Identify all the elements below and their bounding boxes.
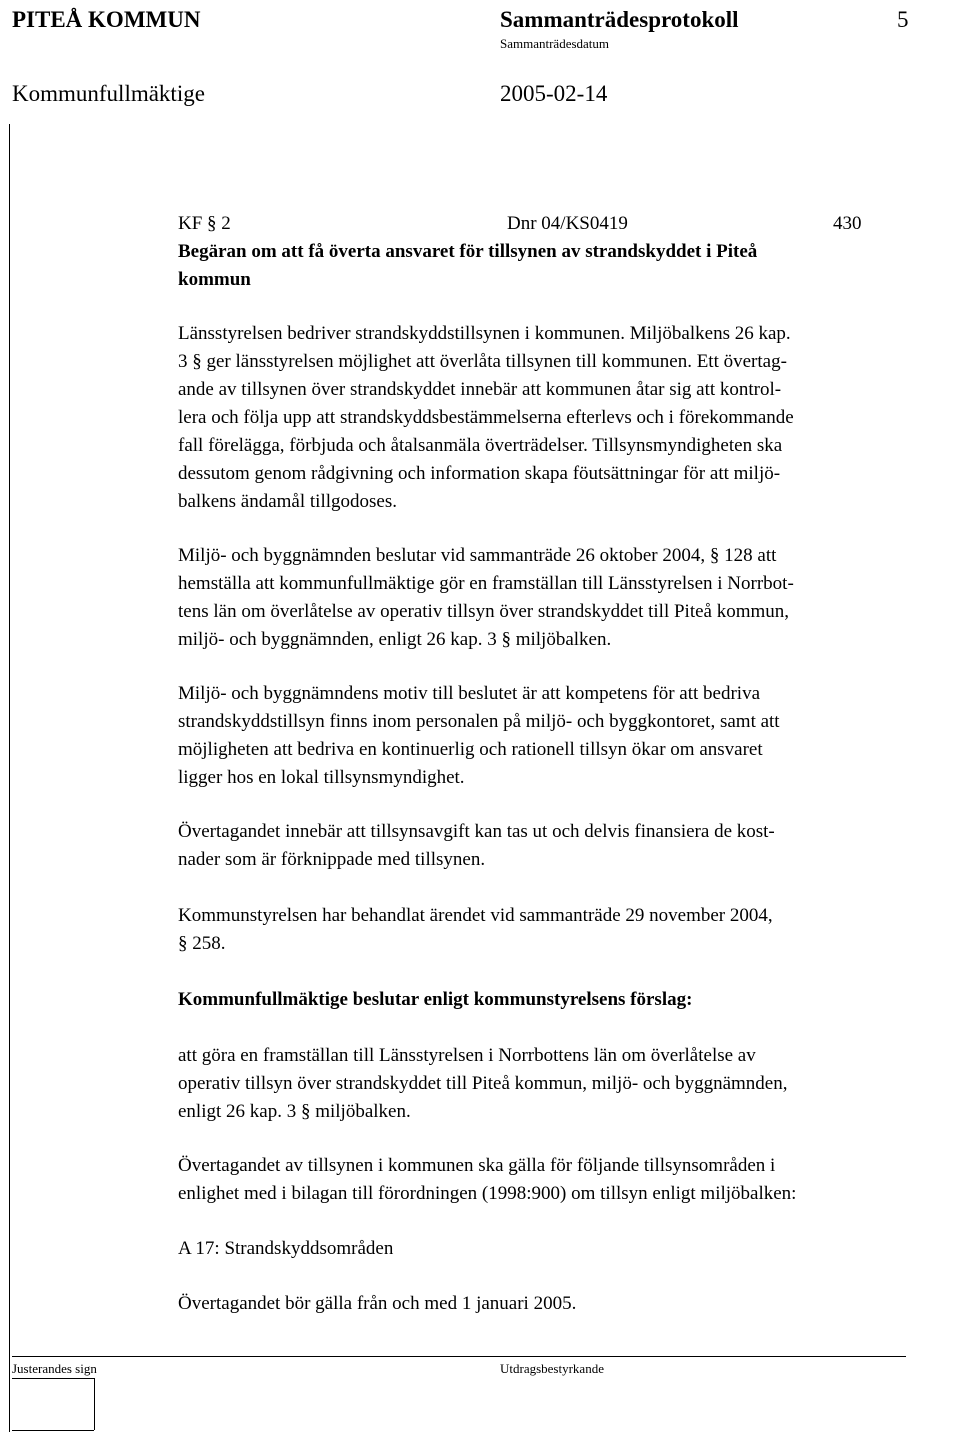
text-line: ande av tillsynen över strandskyddet innebär att kommunen åtar sig att kontrol- — [178, 379, 782, 400]
text-line: Övertagandet bör gälla från och med 1 januari 2005. — [178, 1293, 577, 1314]
paragraph-motive — [178, 680, 953, 792]
text-line: Övertagandet innebär att tillsynsavgift kan tas ut och delvis finansiera de kost- — [178, 821, 775, 842]
case-title-line: kommun — [178, 269, 251, 290]
text-line: ligger hos en lokal tillsynsmyndighet. — [178, 767, 465, 788]
text-line: hemställa att kommunfullmäktige gör en framställan till Länsstyrelsen i Norrbot- — [178, 573, 794, 594]
left-margin-rule — [9, 124, 10, 1432]
text-line: Miljö- och byggnämndens motiv till beslutet är att kompetens för att bedriva — [178, 683, 761, 704]
footer-rule — [12, 1356, 906, 1357]
text-line: nader som är förknippade med tillsynen. — [178, 849, 486, 870]
decision-paragraph — [178, 1042, 953, 1126]
text-line: miljö- och byggnämnden, enligt 26 kap. 3 § miljöbalken. — [178, 629, 612, 650]
text-line: fall förelägga, förbjuda och åtalsanmäla överträdelser. Tillsynsmyndigheten ska — [178, 435, 783, 456]
decision-scope-paragraph — [178, 1152, 953, 1208]
text-line: Kommunstyrelsen har behandlat ärendet vid sammanträde 29 november 2004, — [178, 905, 773, 926]
case-title-line: Begäran om att få överta ansvaret för tillsynen av strandskyddet i Piteå — [178, 241, 758, 262]
text-line: Länsstyrelsen bedriver strandskyddstillsynen i kommunen. Miljöbalkens 26 kap. — [178, 323, 791, 344]
paragraph-background — [178, 320, 953, 516]
sign-box-side — [94, 1378, 95, 1430]
text-line: möjligheten att bedriva en kontinuerlig och rationell tillsyn ökar om ansvaret — [178, 739, 763, 760]
text-line: strandskyddstillsyn finns inom personalen på miljö- och byggkontoret, samt att — [178, 711, 780, 732]
case-dnr: Dnr 04/KS0419 — [507, 213, 628, 234]
text-line: Övertagandet av tillsynen i kommunen ska gälla för följande tillsynsområden i — [178, 1155, 776, 1176]
decision-start-date — [178, 1290, 953, 1318]
sign-box-line — [12, 1378, 94, 1379]
text-line: Miljö- och byggnämnden beslutar vid sammanträde 26 oktober 2004, § 128 att — [178, 545, 777, 566]
text-line: lera och följa upp att strandskyddsbestämmelserna efterlevs och i förekommande — [178, 407, 794, 428]
sign-label: Justerandes sign — [12, 1361, 97, 1376]
date-label: Sammanträdesdatum — [500, 36, 610, 51]
extract-label: Utdragsbestyrkande — [500, 1361, 604, 1376]
text-line: tens län om överlåtelse av operativ tillsyn över strandskyddet till Piteå kommun, — [178, 601, 790, 622]
text-line: 3 § ger länsstyrelsen möjlighet att överlåta tillsynen till kommunen. Ett övertag- — [178, 351, 787, 372]
paragraph-board-handling — [178, 902, 953, 958]
case-title — [178, 238, 953, 294]
text-line: enlighet med i bilagan till förordningen (1998:900) om tillsyn enligt miljöbalken: — [178, 1183, 797, 1204]
paragraph-fee — [178, 818, 953, 874]
text-line: A 17: Strandskyddsområden — [178, 1238, 394, 1259]
text-line: enligt 26 kap. 3 § miljöbalken. — [178, 1101, 411, 1122]
decision-area-item — [178, 1235, 953, 1263]
document-type: Sammanträdesprotokoll — [500, 7, 739, 32]
paragraph-committee-decision — [178, 542, 953, 654]
municipality-name: PITEÅ KOMMUN — [12, 7, 201, 32]
text-line: § 258. — [178, 933, 226, 954]
page-number: 5 — [897, 7, 909, 32]
decision-heading: Kommunfullmäktige beslutar enligt kommunstyrelsens förslag: — [178, 989, 693, 1010]
text-line: att göra en framställan till Länsstyrelsen i Norrbottens län om överlåtelse av — [178, 1045, 756, 1066]
sign-box-bottom — [12, 1430, 94, 1431]
case-reference: KF § 2 — [178, 213, 231, 234]
case-code: 430 — [833, 213, 862, 234]
meeting-date: 2005-02-14 — [500, 81, 608, 106]
meeting-body: Kommunfullmäktige — [12, 81, 205, 106]
text-line: balkens ändamål tillgodoses. — [178, 491, 397, 512]
text-line: dessutom genom rådgivning och information skapa föutsättningar för att miljö- — [178, 463, 781, 484]
text-line: operativ tillsyn över strandskyddet till Piteå kommun, miljö- och byggnämnden, — [178, 1073, 788, 1094]
